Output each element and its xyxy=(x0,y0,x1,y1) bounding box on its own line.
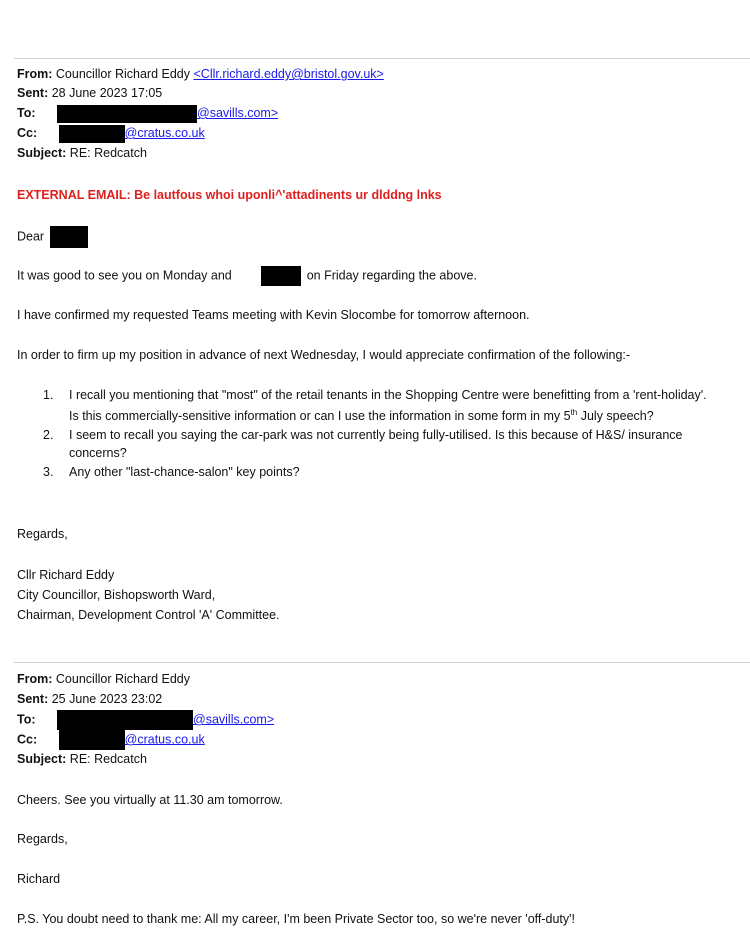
signature-role: City Councillor, Bishopsworth Ward, xyxy=(17,588,216,602)
email2-regards: Regards, xyxy=(17,832,68,846)
subject-label: Subject: xyxy=(17,752,67,766)
redaction-bar xyxy=(57,105,197,123)
cc-email-link[interactable]: @cratus.co.uk xyxy=(124,126,205,140)
list-item: 2. I seem to recall you saying the car-park was not currently being fully-utilised. Is this because of H&S/ insurance concerns? xyxy=(43,428,683,461)
from-label: From: xyxy=(17,67,53,81)
email2-to-row xyxy=(17,710,274,730)
redaction-bar xyxy=(59,125,125,143)
subject-text: RE: Redcatch xyxy=(69,146,147,160)
sender-name: Councillor Richard Eddy xyxy=(55,67,190,81)
sent-label: Sent: xyxy=(17,86,49,100)
paragraph-3: In order to firm up my position in advance of next Wednesday, I would appreciate confirmation of the following:- xyxy=(17,348,631,362)
sent-label: Sent: xyxy=(17,692,49,706)
regards: Regards, xyxy=(17,527,68,541)
email2-subject-row xyxy=(17,750,147,768)
redaction-bar xyxy=(59,730,125,750)
sender-name: Councillor Richard Eddy xyxy=(55,672,190,686)
sender-email-link[interactable]: <Cllr.richard.eddy@bristol.gov.uk> xyxy=(193,67,384,81)
signature-name: Cllr Richard Eddy xyxy=(17,568,115,582)
to-email-link[interactable]: @savills.com> xyxy=(193,712,275,727)
email2-cc-row xyxy=(17,730,205,750)
list-item: 1. I recall you mentioning that "most" of the retail tenants in the Shopping Centre were benefitting from a 'rent-holiday'. Is this commercially-sensitive information or can I use the information in some form in my 5th July speech? xyxy=(43,388,707,424)
paragraph-2: I have confirmed my requested Teams meeting with Kevin Slocombe for tomorrow afternoon. xyxy=(17,308,530,322)
cc-label: Cc: xyxy=(17,732,38,747)
numbered-list xyxy=(17,386,717,482)
email2-body: Cheers. See you virtually at 11.30 am tomorrow. xyxy=(17,793,283,807)
email-divider xyxy=(14,662,750,663)
email2-sent-row xyxy=(17,690,162,708)
redaction-bar xyxy=(50,226,88,248)
to-email-link[interactable]: @savills.com> xyxy=(197,106,279,120)
top-divider xyxy=(14,58,750,59)
signature-block xyxy=(17,565,280,625)
email1-sent-row xyxy=(17,84,162,102)
list-item: 3. Any other "last-chance-salon" key points? xyxy=(43,465,300,480)
external-email-warning: EXTERNAL EMAIL: Be lautfous whoi uponli^'attadinents ur dlddng lnks xyxy=(17,188,442,202)
sent-date: 25 June 2023 23:02 xyxy=(51,692,163,706)
sent-date: 28 June 2023 17:05 xyxy=(51,86,163,100)
to-label: To: xyxy=(17,106,36,120)
email1-cc-row xyxy=(17,124,205,143)
signature-chair: Chairman, Development Control 'A' Committee. xyxy=(17,608,280,622)
redaction-bar xyxy=(261,266,301,286)
email2-postscript: P.S. You doubt need to thank me: All my career, I'm been Private Sector too, so we're never 'off-duty'! xyxy=(17,912,576,926)
subject-text: RE: Redcatch xyxy=(69,752,147,766)
cc-email-link[interactable]: @cratus.co.uk xyxy=(124,732,205,747)
from-label: From: xyxy=(17,672,53,686)
redaction-bar xyxy=(57,710,193,730)
email1-to-row xyxy=(17,104,278,123)
cc-label: Cc: xyxy=(17,126,38,140)
greeting: Dear xyxy=(17,226,88,248)
email2-from-row xyxy=(17,670,190,688)
subject-label: Subject: xyxy=(17,146,67,160)
email1-from-row xyxy=(17,65,384,83)
paragraph-1: It was good to see you on Monday and on Friday regarding the above. xyxy=(17,266,477,286)
to-label: To: xyxy=(17,712,36,727)
email2-name: Richard xyxy=(17,872,61,886)
email1-subject-row xyxy=(17,144,147,162)
